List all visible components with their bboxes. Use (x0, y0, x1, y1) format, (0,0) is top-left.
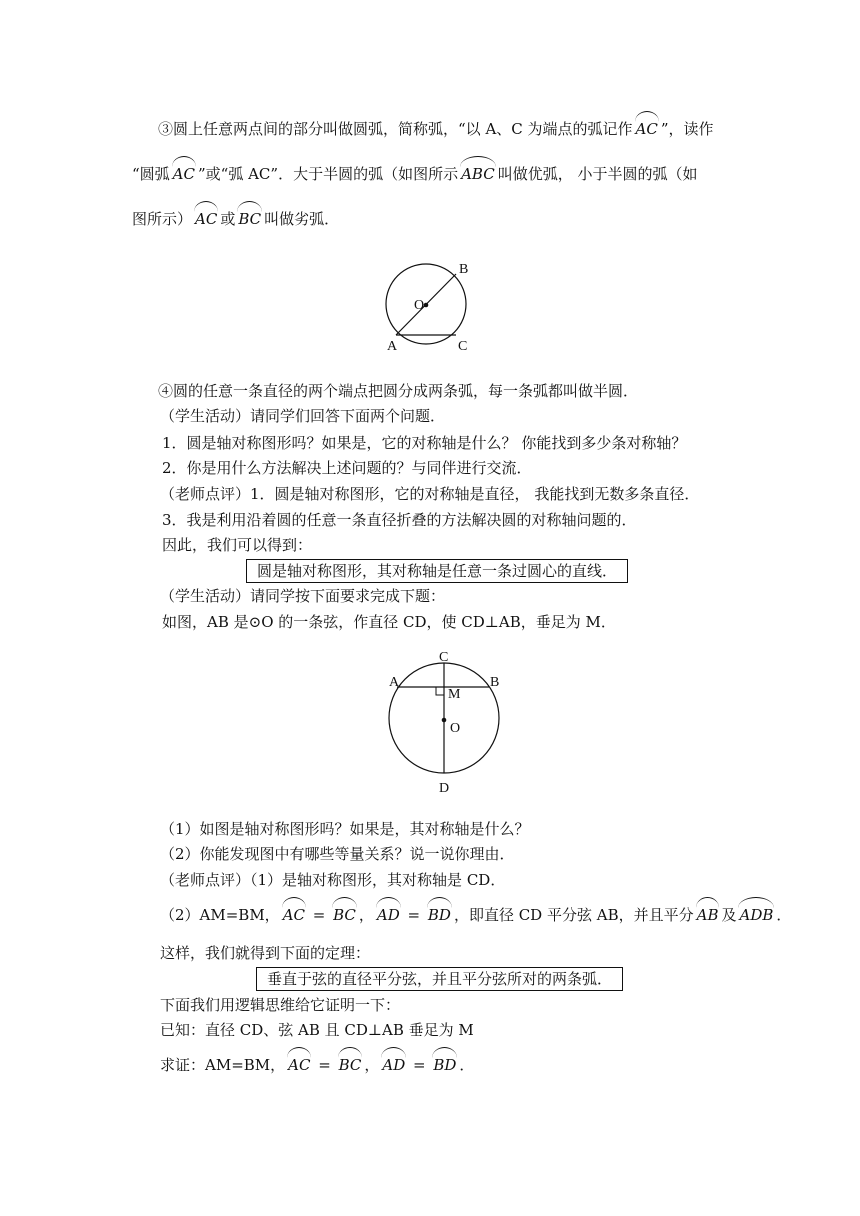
arc-bc: BC (338, 1056, 362, 1074)
arc-abc: ABC (461, 165, 495, 183)
arc-ac: AC (288, 1056, 311, 1074)
arc-ad: AD (376, 906, 400, 924)
label-c: C (458, 339, 468, 354)
analysis-2: （2）你能发现图中有哪些等量关系？说一说你理由． (160, 845, 515, 863)
analysis-1: （1）如图是轴对称图形吗？如果是，其对称轴是什么？ (160, 820, 530, 838)
para4: ④圆的任意一条直径的两个端点把圆分成两条弧，每一条弧都叫做半圆． (158, 382, 639, 400)
teacher-comment-1: （老师点评）1．圆是轴对称图形，它的对称轴是直径， 我能找到无数多条直径． (160, 485, 700, 503)
para3-line2: “圆弧 AC ”或“弧 AC”．大于半圆的弧（如图所示 ABC 叫做优弧， 小于半圆的弧（如 (132, 165, 698, 183)
teacher-comment-2: （老师点评）（1）是轴对称图形，其对称轴是 CD． (160, 871, 506, 889)
label-a: A (389, 675, 400, 690)
proof-intro: 下面我们用逻辑思维给它证明一下： (160, 996, 401, 1014)
arc-bd: BD (427, 906, 451, 924)
equalities-line: （2）AM=BM， AC = BC ， AD = BD ，即直径 CD 平分弦 AB，并且平分 AB 及 ADB ． (160, 906, 792, 924)
label-b: B (459, 262, 469, 277)
para3-line3: 图所示） AC 或 BC 叫做劣弧． (132, 210, 340, 228)
question-1: 1．圆是轴对称图形吗？如果是，它的对称轴是什么？ 你能找到多少条对称轴？ (162, 434, 687, 452)
question-2: 2．你是用什么方法解决上述问题的？与同伴进行交流． (162, 459, 532, 477)
arc-adb: ADB (739, 906, 774, 924)
label-o: O (414, 298, 425, 313)
answer-3: 3．我是利用沿着圆的任意一条直径折叠的方法解决圆的对称轴问题的． (162, 511, 637, 529)
figure-perpendicular-diameter (378, 645, 518, 801)
arc-ab: AB (696, 906, 719, 924)
arc-ac: AC (282, 906, 305, 924)
para3-line1: ③圆上任意两点间的部分叫做圆弧，简称弧，“以 A、C 为端点的弧记作 AC ”，读作 (158, 120, 714, 138)
prove-line: 求证：AM=BM， AC = BC ， AD = BD ． (160, 1056, 475, 1074)
theorem-box-1: 圆是轴对称图形，其对称轴是任意一条过圆心的直线． (246, 559, 628, 583)
arc-ad: AD (382, 1056, 406, 1074)
arc-bc: BC (333, 906, 356, 924)
label-o: O (450, 721, 461, 736)
figure-circle-arcs (370, 258, 490, 358)
arc-bc: BC (238, 210, 262, 228)
task-text: 如图，AB 是⊙O 的一条弦，作直径 CD，使 CD⊥AB，垂足为 M． (162, 613, 616, 631)
label-a: A (387, 339, 398, 354)
student-activity-2: （学生活动）请同学按下面要求完成下题： (160, 587, 446, 605)
arc-ac: AC (195, 210, 218, 228)
arc-ac: AC (635, 120, 658, 138)
given-text: 已知：直径 CD、弦 AB 且 CD⊥AB 垂足为 M (160, 1021, 474, 1039)
thus-text: 这样，我们就得到下面的定理： (160, 944, 371, 962)
arc-ac: AC (172, 165, 195, 183)
label-c: C (439, 650, 449, 665)
arc-bd: BD (433, 1056, 457, 1074)
label-m: M (448, 687, 461, 702)
therefore-text: 因此，我们可以得到： (162, 536, 313, 554)
label-d: D (439, 781, 450, 796)
label-b: B (490, 675, 500, 690)
theorem-box-2: 垂直于弦的直径平分弦，并且平分弦所对的两条弧． (256, 967, 623, 991)
student-activity-1: （学生活动）请同学们回答下面两个问题． (160, 407, 446, 425)
